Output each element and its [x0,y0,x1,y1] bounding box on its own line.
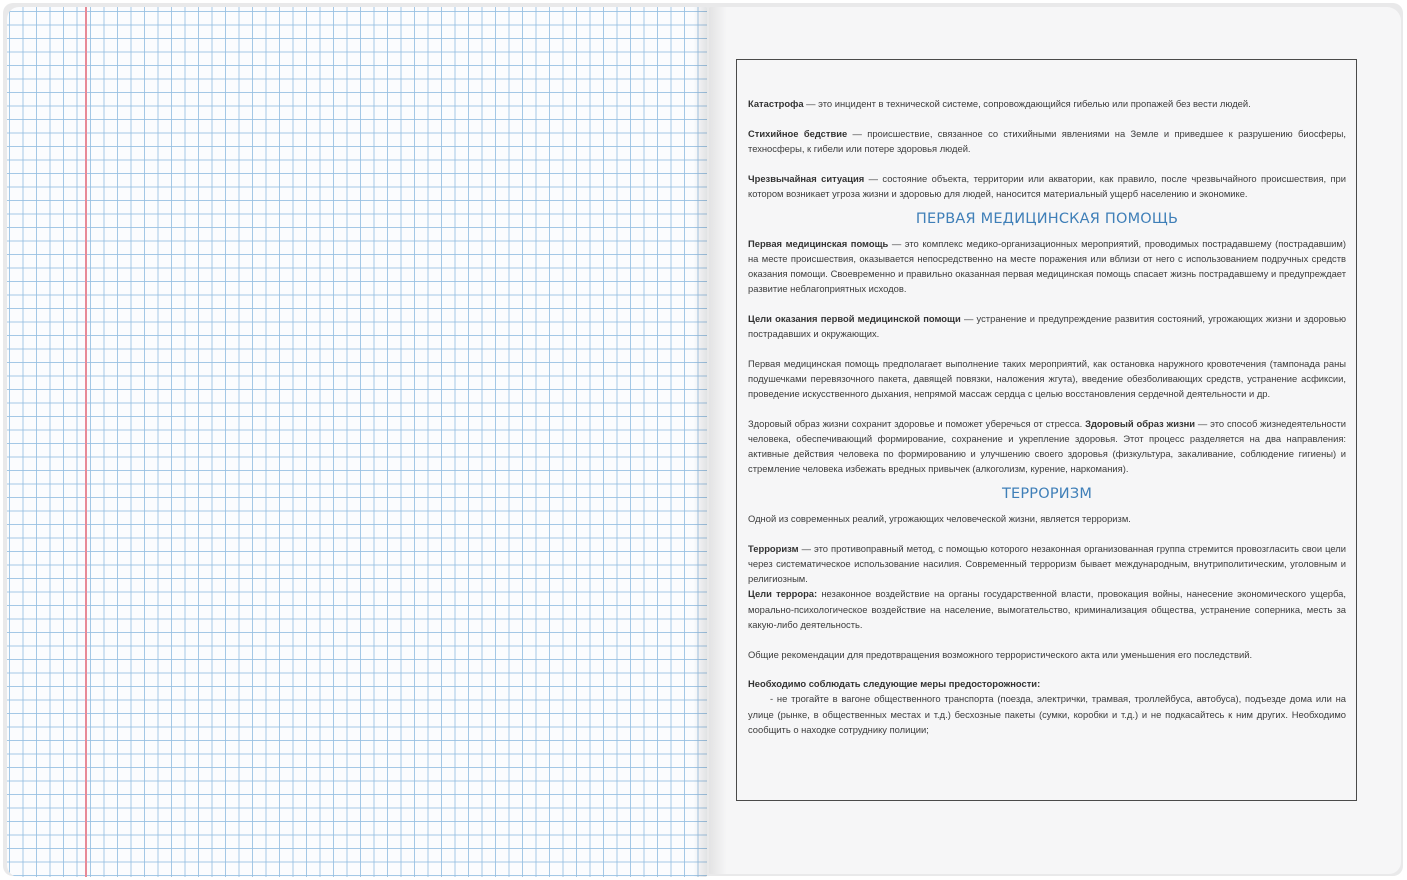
notebook-spread [3,3,1403,876]
terrorism-intro: Одной из современных реалий, угрожающих человеческой жизни, является терроризм. [748,513,1131,525]
info-box [736,59,1357,801]
first-aid-measures: Первая медицинская помощь предполагает выполнение таких мероприятий, как остановка наружного кровотечения (тампонада раны подушечками перевязочного пакета, давящей повязки, наложения жгута), введение обезболивающих средств, устранение асфиксии, проведение искусственного дыхания, непрямой массаж сердца с целью восстановления сердечной деятельности и др. [748,357,1346,400]
info-page [709,7,1401,874]
term-catastrophe: Катастрофа [748,98,804,109]
healthy-life-paragraph: Здоровый образ жизни сохранит здоровье и поможет уберечься от стресса. Здоровый образ жизни — это способ жизнедеятельности человека, обеспечивающий формирование, сохранение и укрепление здоровья. Этот процесс разделяется на два направления: активные действия человека по формированию и улучшению своего здоровья (физкультура, закаливание, соблюдение гигиены) и стремление человека избежать вредных привычек (алкоголизм, курение, наркомания). [748,417,1346,475]
definition-emergency: Чрезвычайная ситуация — состояние объекта, территории или акватории, как правило, после чрезвычайного происшествия, при котором возникает угроза жизни и здоровью для людей, наносится материальный ущерб населению и экономике. [748,172,1347,199]
term-emergency: Чрезвычайная ситуация [748,172,865,184]
term-terrorism: Терроризм [748,542,799,554]
precaution-item: - не трогайте в вагоне общественного транспорта (поезда, электрички, трамвая, троллейбуса, автобуса), подъезде дома или на улице (рынке, в общественных местах и т.д.) бесхозные пакеты (сумки, коробки и т.д.) и не подкасайтесь к ним других. Необходимо сообщить о находке сотруднику полиции; [748,693,1346,735]
precautions-title: Необходимо соблюдать следующие меры предосторожности: [748,678,1041,690]
spine-shadow [693,7,707,877]
graph-paper-page [7,7,707,877]
spine-shade [709,7,727,874]
heading-first-aid: ПЕРВАЯ МЕДИЦИНСКАЯ ПОМОЩЬ [915,210,1179,227]
term-healthy-life: Здоровый образ жизни [1085,417,1196,429]
definition-first-aid: Первая медицинская помощь — это комплекс медико-организационных мероприятий, проводимых пострадавшему (пострадавшим) на месте происшествия, оказывается непосредственно на месте поражения или вблизи от него с использованием подручных средств оказания помощи. Своевременно и правильно оказанная первая медицинская помощь спасает жизнь пострадавшему и предупреждает развитие неблагоприятных исходов. [748,237,1346,295]
term-disaster: Стихийное бедствие [748,127,848,139]
term-first-aid-goals: Цели оказания первой медицинской помощи [748,312,961,324]
terror-goals: Цели террора: незаконное воздействие на органы государственной власти, провокация войны, нанесение экономического ущерба, морально-психологическое воздействие на население, вымогательство, криминализация общества, устранение соперника, месть за какую-либо деятельность. [748,588,1346,630]
definition-terrorism: Терроризм — это противоправный метод, с помощью которого незаконная организованная группа стремится провозгласить свои цели через систематическое использование насилия. Современный терроризм бывает международным, внутриполитическим, уголовным и религиозным. [748,542,1346,585]
margin-line [85,7,87,877]
heading-terrorism: ТЕРРОРИЗМ [1001,486,1093,503]
definition-disaster: Стихийное бедствие — происшествие, связанное со стихийными явлениями на Земле и приведшее к разрушению биосферы, техносферы, к гибели или потере здоровья людей. [748,127,1347,154]
term-first-aid: Первая медицинская помощь [748,237,889,249]
term-terror-goals: Цели террора: [748,588,818,600]
first-aid-goals: Цели оказания первой медицинской помощи — устранение и предупреждение развития состояний, угрожающих жизни и здоровью пострадавших и окружающих. [748,312,1347,340]
definition-catastrophe: Катастрофа — это инцидент в технической системе, сопровождающийся гибелью или пропажей без вести людей. [748,98,1251,109]
terror-recommendations: Общие рекомендации для предотвращения возможного террористического акта или уменьшения его последствий. [748,648,1253,660]
